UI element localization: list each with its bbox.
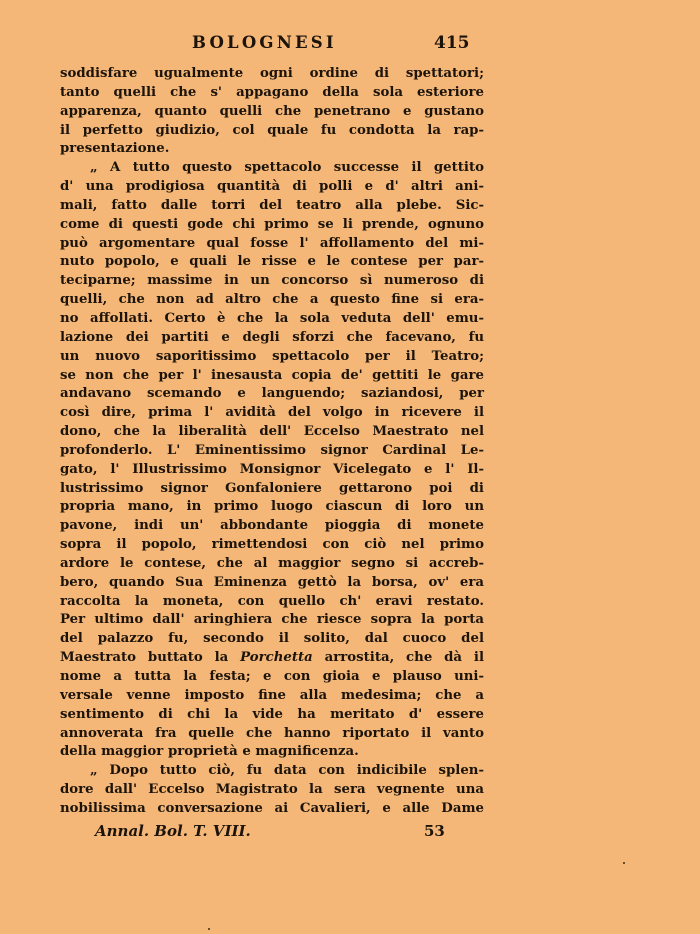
text-line: raccolta la moneta, con quello ch' eravi restato. bbox=[60, 593, 484, 609]
text-line: presentazione. bbox=[60, 141, 170, 157]
text-line: propria mano, in primo luogo ciascun di loro un bbox=[60, 499, 484, 515]
gathering-mark: 53 bbox=[424, 822, 445, 840]
text-line: no affollati. Certo è che la sola veduta dell' emu- bbox=[60, 310, 484, 326]
text-line: nobilissima conversazione ai Cavalieri, e alle Dame bbox=[60, 800, 484, 816]
page-number: 415 bbox=[434, 33, 470, 53]
paper-speck bbox=[623, 862, 625, 864]
text-line: ardore le contese, che al maggior segno si accreb- bbox=[60, 555, 484, 571]
text-line: sentimento di chi la vide ha meritato d' essere bbox=[60, 706, 484, 722]
text-line: lustrissimo signor Gonfaloniere gettarono poi di bbox=[60, 480, 484, 496]
text-line: se non che per l' inesausta copia de' gettiti le gare bbox=[60, 367, 484, 383]
page-footer bbox=[0, 822, 700, 844]
text-line: così dire, prima l' avidità del volgo in ricevere il bbox=[60, 405, 484, 421]
page-header bbox=[0, 33, 700, 57]
paper-speck bbox=[208, 928, 210, 930]
text-line: gato, l' Illustrissimo Monsignor Vicelegato e l' Il- bbox=[60, 461, 484, 477]
text-line: „ Dopo tutto ciò, fu data con indicibile splen- bbox=[90, 763, 484, 779]
running-title: BOLOGNESI bbox=[192, 33, 337, 52]
body-text bbox=[60, 65, 484, 819]
text-line: bero, quando Sua Eminenza gettò la borsa, ov' era bbox=[60, 574, 484, 590]
text-line: Maestrato buttato la Porchetta arrostita, che dà il bbox=[60, 650, 484, 666]
text-line: pavone, indi un' abbondante pioggia di monete bbox=[60, 518, 484, 534]
text-line: annoverata fra quelle che hanno riportato il vanto bbox=[60, 725, 484, 741]
text-line: sopra il popolo, rimettendosi con ciò nel primo bbox=[60, 537, 484, 553]
text-line: apparenza, quanto quelli che penetrano e gustano bbox=[60, 103, 484, 119]
emphasized-word: Porchetta bbox=[240, 650, 313, 666]
text-line: soddisfare ugualmente ogni ordine di spettatori; bbox=[60, 66, 484, 81]
text-line: dono, che la liberalità dell' Eccelso Maestrato nel bbox=[60, 424, 484, 440]
text-line: lazione dei partiti e degli sforzi che facevano, fu bbox=[60, 329, 484, 345]
text-line: nuto popolo, e quali le risse e le contese per par- bbox=[60, 254, 484, 270]
text-line: quelli, che non ad altro che a questo fine si era- bbox=[60, 292, 484, 308]
text-line: del palazzo fu, secondo il solito, dal cuoco del bbox=[60, 631, 484, 647]
text-line: il perfetto giudizio, col quale fu condotta la rap- bbox=[60, 122, 484, 138]
text-line: della maggior proprietà e magnificenza. bbox=[60, 744, 359, 760]
text-line: profonderlo. L' Eminentissimo signor Cardinal Le- bbox=[60, 442, 484, 458]
text-line: „ A tutto questo spettacolo successe il gettito bbox=[90, 160, 484, 176]
text-line: dore dall' Eccelso Magistrato la sera vegnente una bbox=[60, 782, 484, 798]
text-line: tanto quelli che s' appagano della sola esteriore bbox=[60, 84, 484, 100]
text-line: come di questi gode chi primo se li prende, ognuno bbox=[60, 216, 484, 232]
printer-signature: Annal. Bol. T. VIII. bbox=[95, 822, 251, 840]
text-line: mali, fatto dalle torri del teatro alla plebe. Sic- bbox=[60, 197, 484, 213]
text-line: un nuovo saporitissimo spettacolo per il Teatro; bbox=[60, 348, 484, 364]
text-line: d' una prodigiosa quantità di polli e d' altri ani- bbox=[60, 179, 484, 195]
text-line: nome a tutta la festa; e con gioia e plauso uni- bbox=[60, 669, 484, 684]
text-line: versale venne imposto fine alla medesima; che a bbox=[60, 687, 484, 703]
text-line: Per ultimo dall' aringhiera che riesce sopra la porta bbox=[60, 612, 484, 628]
text-line: può argomentare qual fosse l' affollamento del mi- bbox=[60, 235, 484, 251]
text-line: teciparne; massime in un concorso sì numeroso di bbox=[60, 273, 484, 289]
text-line: andavano scemando e languendo; saziandosi, per bbox=[60, 386, 484, 402]
